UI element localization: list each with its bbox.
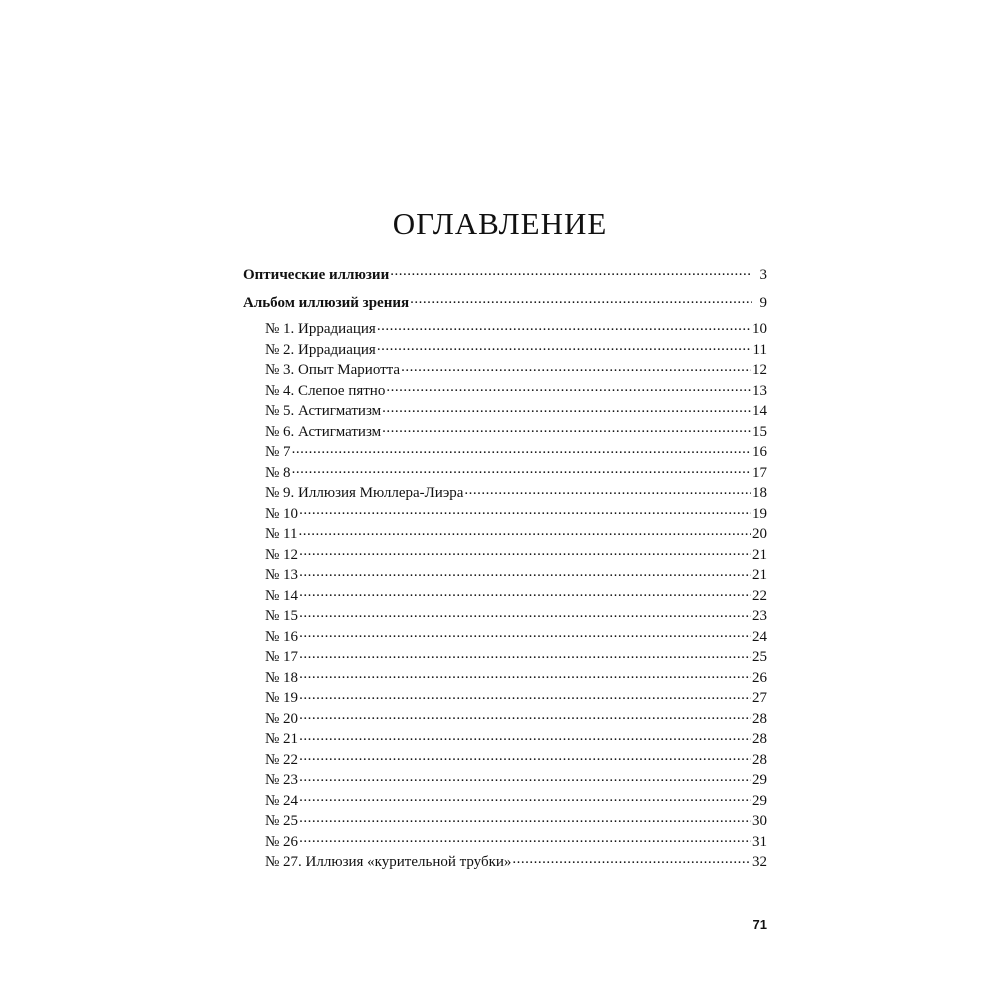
toc-entry-page: 24	[752, 628, 767, 645]
table-of-contents	[243, 262, 767, 872]
toc-entry-page: 32	[752, 854, 767, 870]
toc-entry-label: № 23	[265, 772, 299, 788]
dot-leader	[299, 523, 751, 538]
toc-entry-page: 11	[752, 341, 767, 358]
toc-entry-label: № 5. Астигматизм	[265, 403, 382, 419]
toc-entry-page: 28	[752, 731, 767, 747]
toc-entry	[243, 728, 767, 749]
toc-entry-page: 19	[752, 505, 767, 522]
toc-entry-page: 16	[752, 444, 767, 460]
toc-entry-label: № 21	[265, 731, 299, 747]
dot-leader	[299, 749, 751, 764]
toc-entry	[243, 441, 767, 462]
toc-entry-label: № 13	[265, 567, 299, 583]
toc-entry-page: 28	[752, 751, 767, 768]
toc-entry-page: 18	[752, 485, 767, 501]
toc-entry-label: № 2. Иррадиация	[265, 341, 376, 358]
toc-entry-label: № 3. Опыт Мариотта	[265, 362, 401, 378]
dot-leader	[512, 851, 751, 866]
toc-entry-page: 12	[752, 362, 767, 378]
dot-leader	[377, 318, 751, 333]
toc-entry-page: 21	[752, 546, 767, 563]
toc-entry	[243, 790, 767, 811]
toc-entry-label: № 10	[265, 505, 299, 522]
toc-entry-page: 22	[752, 587, 767, 604]
toc-entry	[243, 359, 767, 380]
toc-entry-page: 28	[752, 710, 767, 727]
toc-entry	[243, 851, 767, 872]
toc-entry-page: 26	[752, 669, 767, 686]
toc-entry-page: 20	[752, 526, 767, 542]
toc-entry-label: № 11	[265, 526, 298, 542]
toc-entry	[243, 831, 767, 852]
toc-entry	[243, 605, 767, 626]
toc-entry	[243, 544, 767, 565]
toc-entry-label: № 12	[265, 546, 299, 563]
dot-leader	[386, 380, 751, 395]
toc-entry-page: 15	[752, 423, 767, 440]
dot-leader	[299, 626, 751, 641]
toc-entry-label: № 25	[265, 813, 299, 829]
toc-entry-page: 3	[759, 267, 767, 283]
dot-leader	[390, 264, 752, 279]
dot-leader	[299, 605, 751, 620]
toc-entry	[243, 482, 767, 503]
page-title: ОГЛАВЛЕНИЕ	[392, 206, 608, 241]
toc-entry-page: 17	[752, 464, 767, 481]
toc-entry-page: 29	[752, 792, 767, 809]
dot-leader	[299, 728, 751, 743]
toc-entry-page: 14	[752, 403, 767, 419]
dot-leader	[299, 687, 751, 702]
toc-entry	[243, 564, 767, 585]
toc-entry-page: 21	[752, 567, 767, 583]
toc-entry	[243, 400, 767, 421]
dot-leader	[410, 292, 752, 307]
toc-entry-label: № 24	[265, 792, 299, 809]
toc-entry	[243, 503, 767, 524]
toc-entry	[243, 462, 767, 483]
toc-entry-page: 25	[752, 649, 767, 665]
toc-entry-label: № 16	[265, 628, 299, 645]
dot-leader	[299, 564, 751, 579]
dot-leader	[292, 441, 751, 456]
toc-entry	[243, 708, 767, 729]
toc-entry	[243, 339, 767, 360]
toc-entry-label: № 14	[265, 587, 299, 604]
dot-leader	[299, 503, 751, 518]
dot-leader	[382, 400, 751, 415]
toc-entry	[243, 749, 767, 770]
toc-entry-label: № 6. Астигматизм	[265, 423, 382, 440]
toc-entry	[243, 421, 767, 442]
toc-entry-label: № 1. Иррадиация	[265, 321, 376, 337]
toc-section	[243, 290, 767, 318]
toc-entry-label: № 8	[265, 464, 291, 481]
toc-entry-page: 23	[752, 608, 767, 624]
toc-entry-page: 30	[752, 813, 767, 829]
dot-leader	[299, 544, 751, 559]
dot-leader	[299, 708, 751, 723]
toc-entry-page: 9	[759, 295, 767, 311]
toc-entry-page: 31	[752, 833, 767, 850]
toc-entry-label: № 26	[265, 833, 299, 850]
toc-section	[243, 262, 767, 290]
toc-entry	[243, 585, 767, 606]
toc-entry-label: № 19	[265, 690, 299, 706]
dot-leader	[299, 667, 751, 682]
dot-leader	[299, 810, 751, 825]
toc-entry-label: № 7	[265, 444, 291, 460]
dot-leader	[382, 421, 751, 436]
toc-entry-label: № 15	[265, 608, 299, 624]
dot-leader	[299, 790, 751, 805]
dot-leader	[292, 462, 751, 477]
toc-entry	[243, 380, 767, 401]
dot-leader	[299, 646, 751, 661]
toc-entry	[243, 667, 767, 688]
toc-entry-label: Оптические иллюзии	[243, 267, 390, 283]
toc-entry-page: 13	[752, 382, 767, 399]
toc-entry	[243, 646, 767, 667]
page-number: 71	[752, 917, 767, 932]
toc-entry	[243, 769, 767, 790]
dot-leader	[377, 339, 752, 354]
toc-entry-label: Альбом иллюзий зрения	[243, 295, 410, 311]
toc-entry	[243, 318, 767, 339]
toc-entry-label: № 20	[265, 710, 299, 727]
toc-entry-label: № 18	[265, 669, 299, 686]
dot-leader	[299, 585, 751, 600]
dot-leader	[299, 769, 751, 784]
toc-entry	[243, 687, 767, 708]
toc-entry-page: 29	[752, 772, 767, 788]
toc-entry	[243, 810, 767, 831]
toc-entry	[243, 626, 767, 647]
toc-entry-label: № 27. Иллюзия «курительной трубки»	[265, 854, 512, 870]
toc-entry-page: 27	[752, 690, 767, 706]
dot-leader	[464, 482, 751, 497]
dot-leader	[401, 359, 751, 374]
toc-entry-label: № 22	[265, 751, 299, 768]
toc-entry-label: № 17	[265, 649, 299, 665]
toc-entry-label: № 4. Слепое пятно	[265, 382, 386, 399]
toc-entry	[243, 523, 767, 544]
toc-entry-label: № 9. Иллюзия Мюллера-Лиэра	[265, 485, 464, 501]
dot-leader	[299, 831, 751, 846]
toc-entry-page: 10	[752, 321, 767, 337]
